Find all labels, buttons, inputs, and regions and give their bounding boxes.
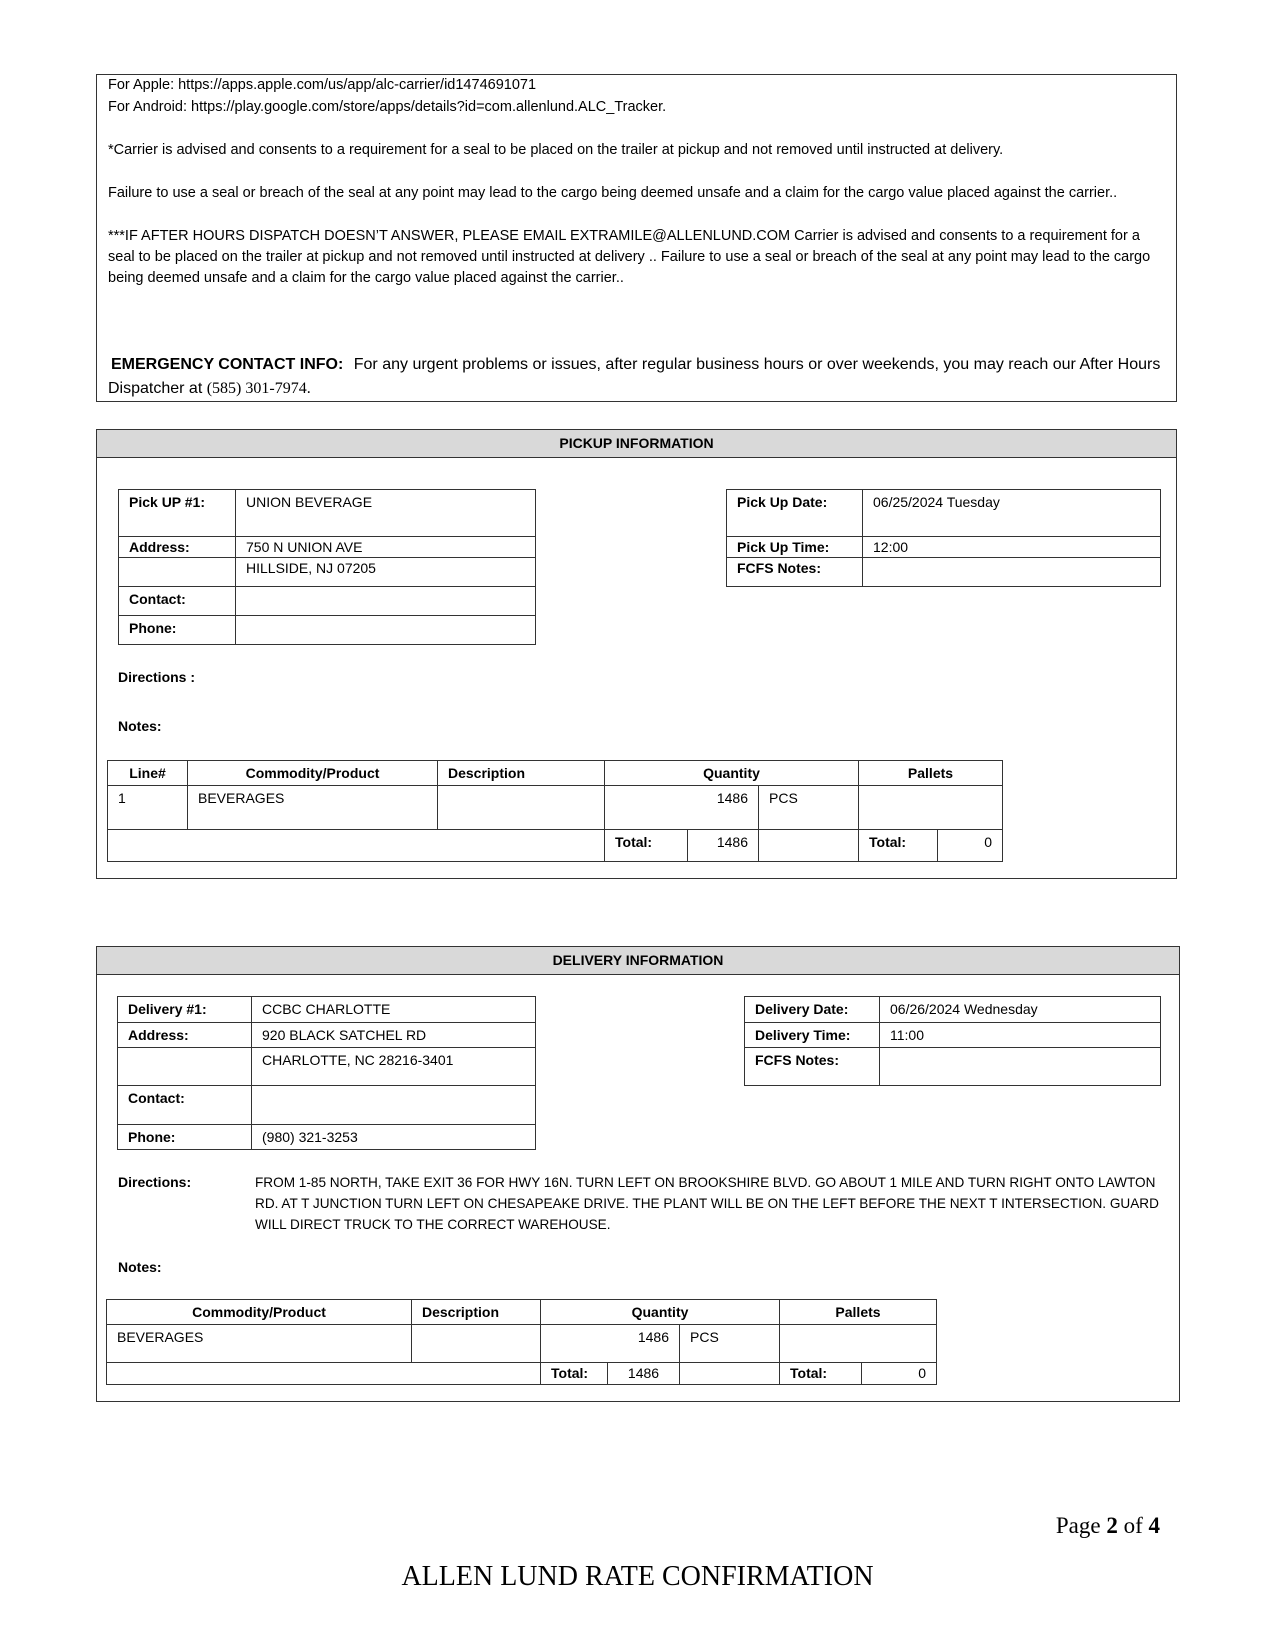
page-number: [1000, 1512, 1160, 1540]
table-row: [107, 1325, 937, 1363]
pickup-notes-label: Notes:: [118, 718, 162, 734]
pickup-name: UNION BEVERAGE: [236, 490, 536, 537]
delivery-directions-label: Directions:: [118, 1174, 192, 1190]
document-title: ALLEN LUND RATE CONFIRMATION: [401, 1561, 874, 1592]
delivery-address-line1: 920 BLACK SATCHEL RD: [252, 1023, 536, 1048]
delivery-contact-value: [252, 1086, 536, 1125]
notice-box: [96, 74, 1177, 402]
delivery-phone-label: Phone:: [118, 1125, 252, 1150]
pickup-col-pallets: Pallets: [859, 761, 1003, 786]
delivery-time-label: Delivery Time:: [745, 1023, 880, 1048]
delivery-row-commodity: BEVERAGES: [107, 1325, 412, 1363]
pickup-number-label: Pick UP #1:: [119, 490, 236, 537]
pickup-directions-label: Directions :: [118, 669, 196, 685]
delivery-address-line2: CHARLOTTE, NC 28216-3401: [252, 1048, 536, 1086]
delivery-pallet-total-label: Total:: [780, 1363, 862, 1385]
pickup-fcfs-label: FCFS Notes:: [727, 558, 863, 587]
delivery-total-qty: 1486: [608, 1363, 680, 1385]
apple-app-link[interactable]: For Apple: https://apps.apple.com/us/app/alc-carrier/id1474691071: [108, 77, 537, 93]
table-row: [108, 786, 1003, 830]
delivery-fcfs-value: [880, 1048, 1161, 1086]
pickup-pallet-total: 0: [938, 830, 1003, 862]
pickup-row-qty: 1486: [605, 786, 759, 830]
emergency-phone: (585) 301-7974.: [206, 380, 311, 397]
delivery-section-title: DELIVERY INFORMATION: [97, 947, 1179, 975]
delivery-time-value: 11:00: [880, 1023, 1161, 1048]
delivery-directions-text: FROM 1-85 NORTH, TAKE EXIT 36 FOR HWY 16N. TURN LEFT ON BROOKSHIRE BLVD. GO ABOUT 1 MILE AND TURN RIGHT ONTO LAWTON RD. AT T JUNCTION TURN LEFT ON CHESAPEAKE DRIVE. THE PLANT WILL BE ON THE LEFT BEFORE THE NEXT T INTERSECTION. GUARD WILL DIRECT TRUCK TO THE CORRECT WAREHOUSE.: [255, 1175, 1159, 1232]
delivery-row-unit: PCS: [680, 1325, 780, 1363]
delivery-col-description: Description: [412, 1300, 541, 1325]
pickup-time-label: Pick Up Time:: [727, 537, 863, 558]
pickup-date-value: 06/25/2024 Tuesday: [863, 490, 1161, 537]
pickup-col-commodity: Commodity/Product: [188, 761, 438, 786]
seal-failure-notice: Failure to use a seal or breach of the seal at any point may lead to the cargo being deemed unsafe and a claim for the cargo value placed against the carrier..: [108, 185, 1118, 201]
delivery-total-label: Total:: [541, 1363, 608, 1385]
delivery-contact-label: Contact:: [118, 1086, 252, 1125]
seal-notice: *Carrier is advised and consents to a requirement for a seal to be placed on the trailer at pickup and not removed until instructed at delivery.: [108, 142, 1004, 158]
page-total: 4: [1148, 1513, 1160, 1538]
page-prefix: Page: [1055, 1513, 1107, 1538]
emergency-text: For any urgent problems or issues, after regular business hours or over weekends, you may reach our After Hours Dispatcher at: [108, 356, 1161, 397]
pickup-total-label: Total:: [605, 830, 688, 862]
pickup-address-line2: HILLSIDE, NJ 07205: [236, 558, 536, 587]
delivery-name: CCBC CHARLOTTE: [252, 997, 536, 1023]
delivery-row-description: [412, 1325, 541, 1363]
delivery-row-qty: 1486: [541, 1325, 680, 1363]
delivery-date-label: Delivery Date:: [745, 997, 880, 1023]
after-hours-notice: ***IF AFTER HOURS DISPATCH DOESN’T ANSWER, PLEASE EMAIL EXTRAMILE@ALLENLUND.COM Carrier is advised and consents to a requirement for a seal to be placed on the trailer at pickup and not removed until instructed at delivery .. Failure to use a seal or breach of the seal at any point may lead to the cargo being deemed unsafe and a claim for the cargo value placed against the carrier..: [108, 228, 1151, 286]
delivery-col-quantity: Quantity: [541, 1300, 780, 1325]
pickup-contact-label: Contact:: [119, 587, 236, 616]
pickup-fcfs-value: [863, 558, 1161, 587]
emergency-contact: [108, 353, 1168, 401]
delivery-notes-label: Notes:: [118, 1259, 162, 1275]
delivery-schedule-table: [744, 996, 1161, 1086]
delivery-pallet-total: 0: [862, 1363, 937, 1385]
pickup-contact-value: [236, 587, 536, 616]
delivery-phone-value: (980) 321-3253: [252, 1125, 536, 1150]
pickup-row-pallets: [859, 786, 1003, 830]
pickup-row-line: 1: [108, 786, 188, 830]
delivery-location-table: [117, 996, 536, 1150]
emergency-label: EMERGENCY CONTACT INFO:: [111, 356, 344, 373]
delivery-col-pallets: Pallets: [780, 1300, 937, 1325]
delivery-address-label: Address:: [118, 1023, 252, 1048]
pickup-row-unit: PCS: [759, 786, 859, 830]
pickup-col-quantity: Quantity: [605, 761, 859, 786]
pickup-section-title: PICKUP INFORMATION: [97, 430, 1176, 458]
pickup-phone-label: Phone:: [119, 616, 236, 645]
android-app-link[interactable]: For Android: https://play.google.com/store/apps/details?id=com.allenlund.ALC_Tracker.: [108, 99, 667, 115]
delivery-number-label: Delivery #1:: [118, 997, 252, 1023]
delivery-fcfs-label: FCFS Notes:: [745, 1048, 880, 1086]
page-of: of: [1117, 1513, 1149, 1538]
pickup-date-label: Pick Up Date:: [727, 490, 863, 537]
pickup-row-commodity: BEVERAGES: [188, 786, 438, 830]
pickup-location-table: [118, 489, 536, 645]
delivery-col-commodity: Commodity/Product: [107, 1300, 412, 1325]
pickup-row-description: [438, 786, 605, 830]
pickup-phone-value: [236, 616, 536, 645]
pickup-col-description: Description: [438, 761, 605, 786]
pickup-address-line1: 750 N UNION AVE: [236, 537, 536, 558]
pickup-pallet-total-label: Total:: [859, 830, 938, 862]
pickup-schedule-table: [726, 489, 1161, 587]
pickup-col-line: Line#: [108, 761, 188, 786]
pickup-address-label: Address:: [119, 537, 236, 558]
delivery-date-value: 06/26/2024 Wednesday: [880, 997, 1161, 1023]
pickup-commodity-table: [107, 760, 1003, 862]
pickup-time-value: 12:00: [863, 537, 1161, 558]
page-current: 2: [1106, 1513, 1118, 1538]
delivery-commodity-table: [106, 1299, 937, 1385]
pickup-total-qty: 1486: [688, 830, 759, 862]
delivery-row-pallets: [780, 1325, 937, 1363]
